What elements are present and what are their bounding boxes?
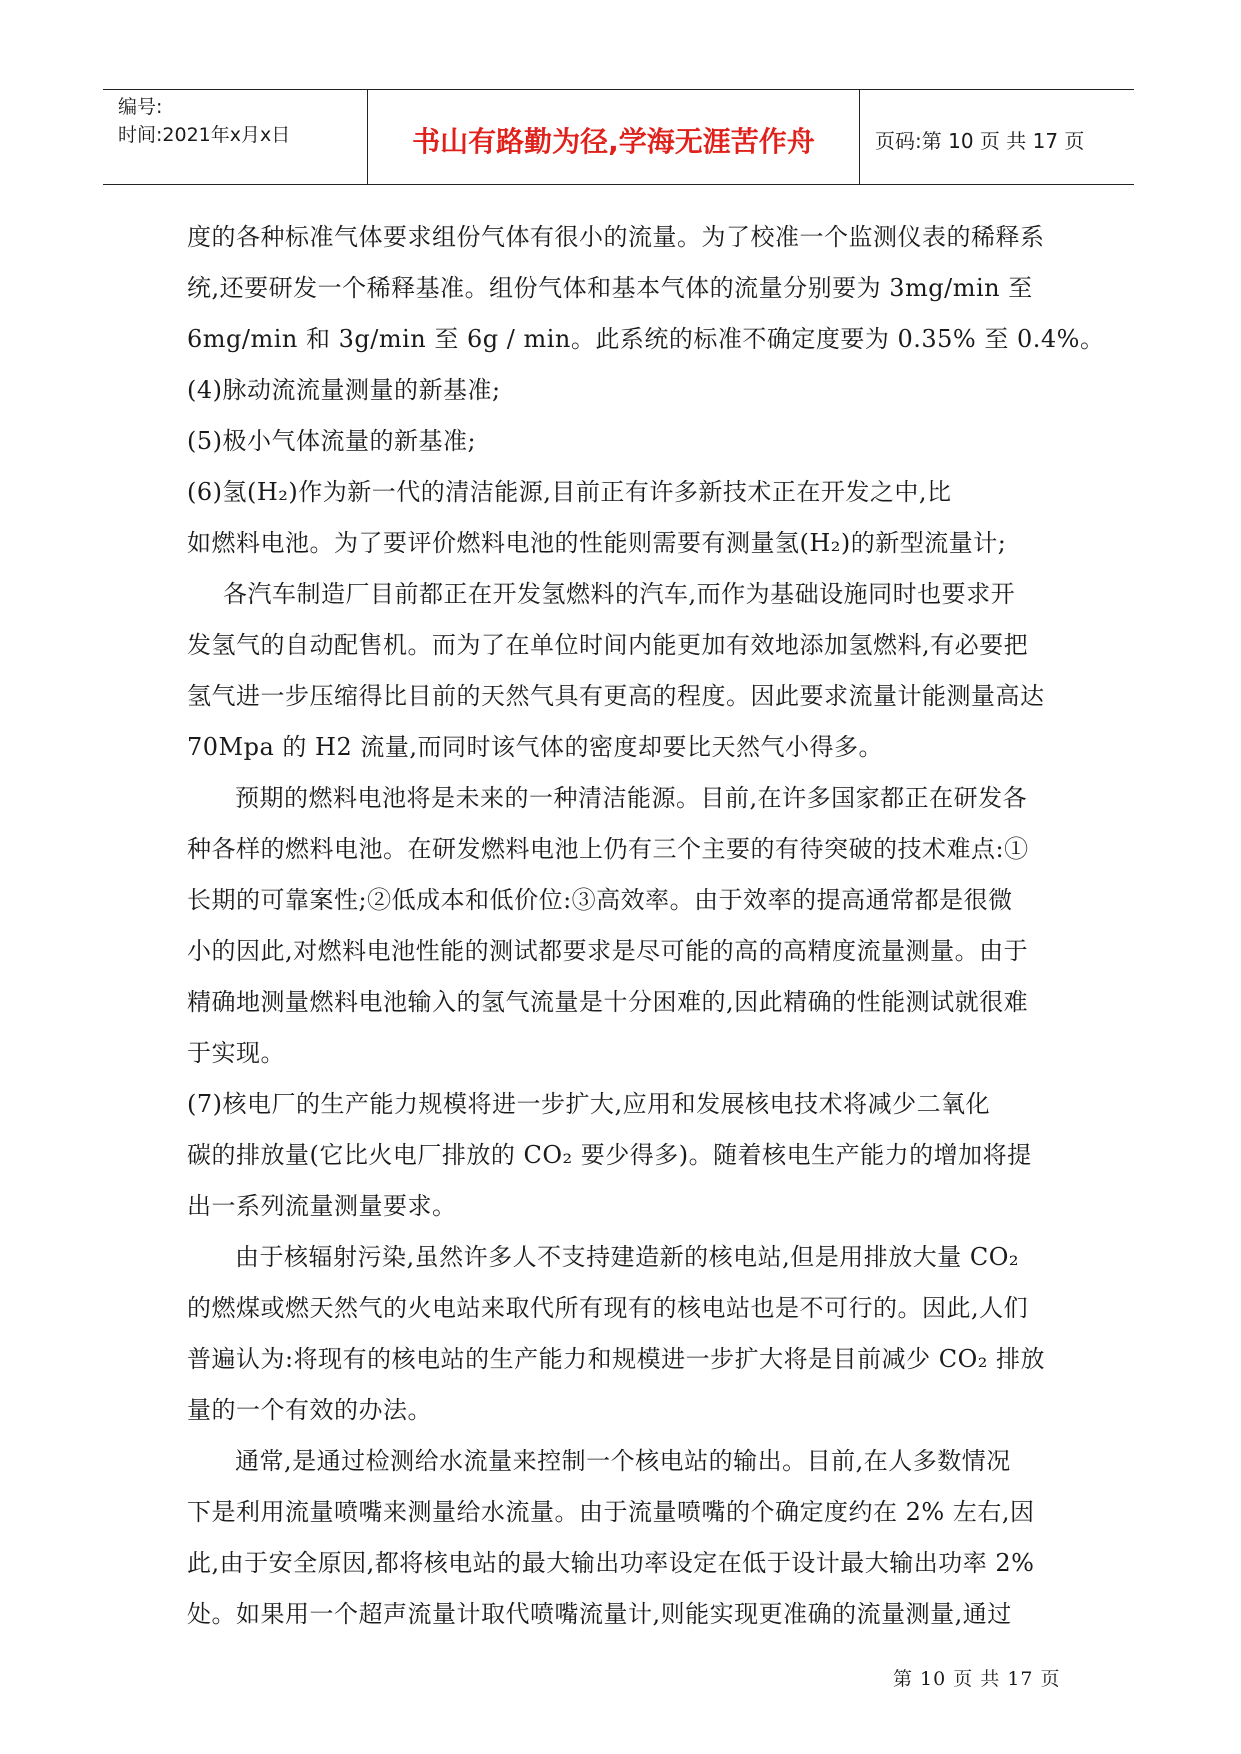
text-line: 氢气进一步压缩得比目前的天然气具有更高的程度。因此要求流量计能测量高达 xyxy=(187,682,1045,710)
text-line: 6mg/min 和 3g/min 至 6g / min。此系统的标准不确定度要为 0.35% 至 0.4%。 xyxy=(187,325,1105,353)
header-meta xyxy=(103,90,368,184)
text-line: 如燃料电池。为了要评价燃料电池的性能则需要有测量氢(H₂)的新型流量计; xyxy=(187,529,1007,557)
text-line: 处。如果用一个超声流量计取代喷嘴流量计,则能实现更准确的流量测量,通过 xyxy=(187,1600,1012,1628)
list-item-7: (7)核电厂的生产能力规模将进一步扩大,应用和发展核电技术将减少二氧化 xyxy=(187,1090,991,1118)
document-body xyxy=(187,212,1105,1640)
text-line: 度的各种标准气体要求组份气体有很小的流量。为了校准一个监测仪表的稀释系 xyxy=(187,223,1045,251)
text-line: 精确地测量燃料电池输入的氢气流量是十分困难的,因此精确的性能测试就很难 xyxy=(187,988,1029,1016)
header-motto-cell xyxy=(368,90,860,184)
page-header xyxy=(103,89,1134,185)
text-line: 此,由于安全原因,都将核电站的最大输出功率设定在低于设计最大输出功率 2% xyxy=(187,1549,1035,1577)
text-line: 小的因此,对燃料电池性能的测试都要求是尽可能的高的高精度流量测量。由于 xyxy=(187,937,1029,965)
paragraph-start: 通常,是通过检测给水流量来控制一个核电站的输出。目前,在人多数情况 xyxy=(235,1447,1011,1475)
text-line: 种各样的燃料电池。在研发燃料电池上仍有三个主要的有待突破的技术难点:① xyxy=(187,835,1029,863)
text-line: 于实现。 xyxy=(187,1039,285,1067)
document-number-label: 编号: xyxy=(118,96,163,118)
header-motto: 书山有路勤为径,学海无涯苦作舟 xyxy=(412,125,815,158)
list-item-4: (4)脉动流流量测量的新基准; xyxy=(187,376,501,404)
header-page-cell xyxy=(860,90,1134,184)
text-line: 长期的可靠案性;②低成本和低价位:③高效率。由于效率的提高通常都是很微 xyxy=(187,886,1013,914)
text-line: 下是利用流量喷嘴来测量给水流量。由于流量喷嘴的个确定度约在 2% 左右,因 xyxy=(187,1498,1035,1526)
text-line: 70Mpa 的 H2 流量,而同时该气体的密度却要比天然气小得多。 xyxy=(187,733,883,761)
page-footer-number: 第 10 页 共 17 页 xyxy=(893,1668,1061,1690)
text-line: 出一系列流量测量要求。 xyxy=(187,1192,457,1220)
document-time-label: 时间:2021年x月x日 xyxy=(118,124,291,146)
paragraph-start: 预期的燃料电池将是未来的一种清洁能源。目前,在许多国家都正在研发各 xyxy=(235,784,1028,812)
text-line: 发氢气的自动配售机。而为了在单位时间内能更加有效地添加氢燃料,有必要把 xyxy=(187,631,1029,659)
text-line: 统,还要研发一个稀释基准。组份气体和基本气体的流量分别要为 3mg/min 至 xyxy=(187,274,1033,302)
text-line: 碳的排放量(它比火电厂排放的 CO₂ 要少得多)。随着核电生产能力的增加将提 xyxy=(187,1141,1032,1169)
text-line: 普遍认为:将现有的核电站的生产能力和规模进一步扩大将是目前减少 CO₂ 排放 xyxy=(187,1345,1046,1373)
paragraph-start: 各汽车制造厂目前都正在开发氢燃料的汽车,而作为基础设施同时也要求开 xyxy=(223,580,1016,608)
list-item-6: (6)氢(H₂)作为新一代的清洁能源,目前正有许多新技术正在开发之中,比 xyxy=(187,478,952,506)
text-line: 量的一个有效的办法。 xyxy=(187,1396,432,1424)
text-line: 的燃煤或燃天然气的火电站来取代所有现有的核电站也是不可行的。因此,人们 xyxy=(187,1294,1029,1322)
list-item-5: (5)极小气体流量的新基准; xyxy=(187,427,477,455)
paragraph-start: 由于核辐射污染,虽然许多人不支持建造新的核电站,但是用排放大量 CO₂ xyxy=(235,1243,1020,1271)
header-page-info: 页码:第 10 页 共 17 页 xyxy=(875,129,1085,153)
